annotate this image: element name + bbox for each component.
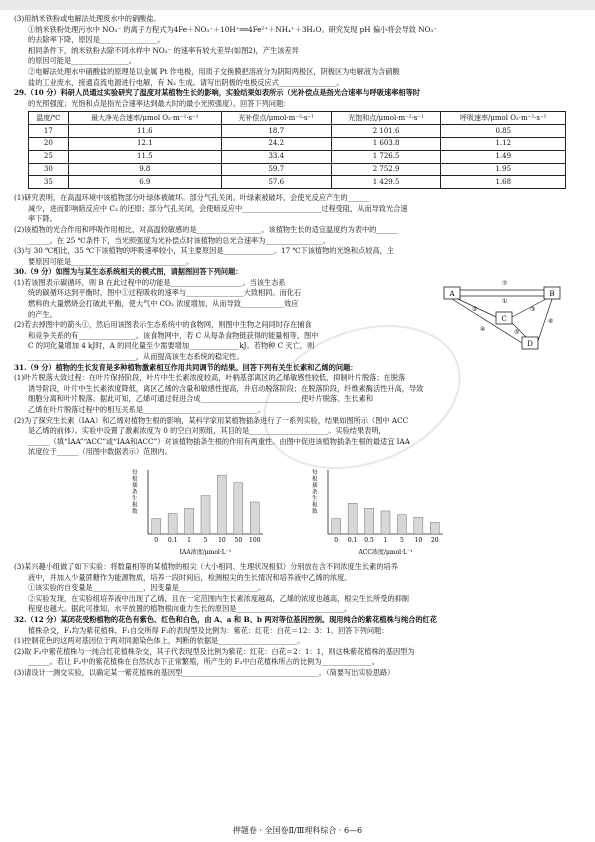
bar-charts <box>124 462 580 562</box>
node-d: D <box>527 340 533 349</box>
bar <box>201 496 210 534</box>
text-line: ②实验发现，在实验组培养液中出现了乙烯，且在一定范围内生长素浓度越高，乙烯的浓度也越高，根尖生长所受的抑制 <box>28 593 409 603</box>
arrow-label: ⑥ <box>548 318 554 326</box>
text-line: (2)为了探究生长素（IAA）和乙烯对植物生根的影响，某科学家用某植物插条进行了一系列实验，结果如图所示（图中 ACC <box>14 415 409 425</box>
table-cell: 57.6 <box>221 176 331 189</box>
text-line: (1)若该图表示碳循环，则 B 在此过程中的功能是____________________。当该生态系 <box>14 277 286 287</box>
table-row <box>29 163 566 176</box>
question-title: 32.（12 分）某闭花受粉植物的花色有紫色、红色和白色，由 A、a 和 B、b 两对等位基因控制。现用纯合的紫花植株与纯合的红花 <box>14 614 437 624</box>
text-line: ______（填“IAA”“ACC”或“IAA和ACC”）对该植物插条生根的作用有两重性。由图中促进该植物插条生根的最适宜 IAA <box>28 436 410 446</box>
x-tick-label: 10 <box>218 536 226 544</box>
table-cell: 18.7 <box>221 125 331 138</box>
bar <box>430 522 439 534</box>
text-line: 植株杂交，F₁均为紫花植株，F₁自交所得 F₂的表现型及比例为：紫花：红花：白花＝12：3：1。回答下列问题： <box>28 625 389 635</box>
text-line: (3)用纳米铁粉或电解法处理废水中的硝酸盐。 <box>14 14 161 23</box>
text-line: 要原因可能是________________________________。 <box>28 256 194 266</box>
bar <box>168 513 177 533</box>
text-line: (1)叶片脱落大致过程：在叶片保持阶段，叶片中生长素浓度较高，叶柄基部离区的乙烯敏感性较低，抑制叶片脱落；在脱落 <box>14 373 406 383</box>
table-row <box>29 150 566 163</box>
text-line: 浓度位于______（用图中数据表示）范围内。 <box>28 447 172 457</box>
text-line: (3)与 30 ℃相比，35 ℃下该植物的呼吸速率较小，其主要原因是______________。17 ℃下该植物的光饱和点较高，主 <box>14 246 394 256</box>
bar <box>397 515 406 534</box>
x-tick-label: 0.1 <box>347 536 358 544</box>
bar <box>250 502 259 534</box>
x-axis-label: IAA浓度/μmol·L⁻¹ <box>179 548 232 556</box>
text-line: 率下降。 <box>28 214 57 224</box>
data-table <box>28 111 566 189</box>
table-cell: 1.49 <box>441 150 566 163</box>
table-cell: 17 <box>29 125 69 138</box>
table-header: 光饱和点/μmol·m⁻²·s⁻¹ <box>331 112 441 125</box>
text-line: 盐的工业废水，接通直流电源进行电解，有 N₂ 生成。请写出阴极的电极反应式________________。 <box>28 77 344 87</box>
iaa-bar-chart <box>124 462 274 562</box>
q29 <box>14 88 580 267</box>
x-tick-label: 20 <box>430 536 439 544</box>
text-line: (3)请设计一测交实验，以确定某一紫花植株的基因型______________________________________。（简要写出实验思路） <box>14 667 395 677</box>
text-line: C 的同化量增加 4 kJ时，A 的同化量至少需要增加______________kJ。若物种 C 灭亡，则 <box>28 341 315 351</box>
x-tick-label: 5 <box>400 536 404 544</box>
bar <box>185 508 194 534</box>
top-band <box>0 0 595 10</box>
text-line: 统的碳循环达到平衡时，图中①过程吸收的速率与________________大致相同。而化石 <box>28 288 302 298</box>
ecosystem-diagram <box>434 267 574 357</box>
text-line: 的去除率下降，原因是________________。 <box>28 35 165 45</box>
table-cell: 2 101.6 <box>331 125 441 138</box>
x-tick-label: 10 <box>414 536 423 544</box>
page-footer: 押题卷 · 全国卷Ⅱ/Ⅲ理科综合 · 6—6 <box>232 826 363 835</box>
x-tick-label: 100 <box>249 536 261 544</box>
x-tick-label: 0 <box>154 536 159 544</box>
text-line: (1)研究表明，在高温环境中该植物部分叶绿体被破坏。部分气孔关闭。叶绿素被破坏，会使光反应产生的______ <box>14 193 370 203</box>
page-content <box>14 14 580 679</box>
table-header: 最大净光合速率/μmol O₂·m⁻²·s⁻¹ <box>68 112 221 125</box>
text-line: 的光照强度；光饱和点是指光合速率达到最大时的最小光照强度）。回答下列问题： <box>28 98 291 108</box>
table-cell: 33.4 <box>221 150 331 163</box>
text-line: 液中，并加入少量蔗糖作为能源物质，培养一段时间后，检测根尖的生长情况和培养液中乙烯的浓度。 <box>28 572 352 582</box>
table-cell: 9.8 <box>68 163 221 176</box>
table-row <box>29 176 566 189</box>
text-line: ②电解法处理水中硝酸盐的原理是以金属 Pt 作电极，用质子交换膜把溶液分为阴阳两极区，阴极区为电解液为含硝酸 <box>28 66 400 76</box>
text-line: 程度也越大。据此可推知，水平放置的植物根向重力生长的原因是______________________________。 <box>28 604 352 614</box>
text-line: ①纳米铁粉处理污水中 NO₃⁻ 的离子方程式为4Fe＋NO₃⁻＋10H⁺══4Fe²⁺＋NH₄⁺＋3H₂O。研究发现 pH 偏小将会导致 NO₃⁻ <box>28 24 438 34</box>
table-cell: 24.2 <box>221 137 331 150</box>
text-line: 和竞争关系的有________________。该食物网中，若 C 从每条食物链获得的能量相等，图中 <box>28 330 319 340</box>
bar <box>414 517 423 534</box>
text-line: (3)某兴趣小组做了如下实验：将数量相等的某植物的根尖（大小相同、生理状况相似）分别放在含不同浓度生长素的培养 <box>14 561 398 571</box>
table-cell: 35 <box>29 176 69 189</box>
x-tick-label: 50 <box>234 536 243 544</box>
arrow-label: ③ <box>530 306 536 314</box>
q31 <box>14 363 580 615</box>
q32 <box>14 615 580 679</box>
text-line: 的原因可能是________________。 <box>28 56 136 66</box>
text-line: ______。若让 F₂中的紫花植株在自然状态下正常繁殖，所产生的 F₃中白花植株所占的比例为______________。 <box>28 657 379 667</box>
text-line: ______。在 25 ℃条件下，当光照强度为光补偿点时该植物的总光合速率为________________。 <box>28 235 331 245</box>
question-title: 30.（9 分）如图为与某生态系统相关的模式图，请据图回答下列问题： <box>14 267 243 277</box>
text-line: (1)控制花色的这两对基因位于两对同源染色体上，判断的依据是______________________。 <box>14 636 305 646</box>
text-line: ______________________________，从而提高该生态系统的稳定性。 <box>28 352 244 362</box>
text-line: ①该实验的自变量是______________，因变量是______________________。 <box>28 583 266 593</box>
x-tick-label: 0.1 <box>167 536 178 544</box>
text-line: 乙烯在叶片脱落过程中的相互关系是________________________________。 <box>28 405 266 414</box>
bar <box>332 519 341 534</box>
node-c: C <box>501 315 507 324</box>
question-title: 31.（9 分）植物的生长发育是多种植物激素相互作用共同调节的结果。回答下列有关生长素和乙烯的问题： <box>14 362 358 372</box>
text-line: 诱导阶段，叶片中生长素浓度降低，离区乙烯的含量和敏感性提高，并启动脱落阶段；在脱落阶段，纤维素酶活性升高，导致 <box>28 383 424 393</box>
question-title: 29.（10 分）科研人员通过实验研究了温度对某植物生长的影响，实验结果如表所示（光补偿点是指光合速率与呼吸速率相等时 <box>14 88 420 98</box>
table-cell: 11.6 <box>68 125 221 138</box>
y-axis-label: 每根插条生根数 <box>132 469 138 515</box>
table-cell: 1.12 <box>441 137 566 150</box>
text-line: 燃料的大量燃烧会打破此平衡，使大气中 CO₂ 浓度增加，从而导致____________效应 <box>28 299 299 309</box>
text-line: 细胞分离和叶片脱落。据此可知，乙烯可通过促进合成____________________________使叶片脱落。生长素和 <box>28 394 374 404</box>
arrow-label: ① <box>502 298 508 306</box>
table-cell: 30 <box>29 163 69 176</box>
bar <box>152 519 161 534</box>
x-tick-label: 0.5 <box>364 536 374 544</box>
node-b: B <box>549 290 555 299</box>
table-cell: 20 <box>29 137 69 150</box>
text-line: 的产生。 <box>28 309 57 319</box>
bar <box>234 483 243 534</box>
q30 <box>14 267 580 362</box>
table-cell: 1.95 <box>441 163 566 176</box>
text-line: 是乙烯的前体）。实验中设置了激素浓度为 0 的空白对照组，其目的是______________________。实验结果表明， <box>28 426 386 436</box>
arrow-label: ② <box>472 306 478 314</box>
x-tick-label: 1 <box>187 536 191 544</box>
text-line: (2)取 F₂中紫花植株与一纯合红花植株杂交，其子代表现型及比例为紫花：红花：白花＝2：1：1，则这株紫花植株的基因型为 <box>14 646 415 656</box>
table-header: 呼吸速率/μmol O₂·m⁻²·s⁻¹ <box>441 112 566 125</box>
table-cell: 12.1 <box>68 137 221 150</box>
table-header: 温度/℃ <box>29 112 69 125</box>
ecosystem-diagram-svg <box>434 267 574 357</box>
table-cell: 11.5 <box>68 150 221 163</box>
arrow-label: ④ <box>480 326 486 334</box>
x-tick-label: 5 <box>203 536 208 544</box>
table-header: 光补偿点/μmol·m⁻²·s⁻¹ <box>221 112 331 125</box>
table-cell: 0.85 <box>441 125 566 138</box>
bar <box>348 503 357 534</box>
text-line: 相同条件下，纳米铁粉去除不同水样中 NO₃⁻ 的速率有较大差异(如图2)，产生该差异 <box>28 45 299 55</box>
table-cell: 1.68 <box>441 176 566 189</box>
bar <box>365 508 374 534</box>
table-cell: 1 603.8 <box>331 137 441 150</box>
table-cell: 59.7 <box>221 163 331 176</box>
table-cell: 1 429.5 <box>331 176 441 189</box>
y-axis-label: 每根插条生根数 <box>312 469 318 515</box>
x-tick-label: 1 <box>383 536 388 544</box>
q28-part3 <box>14 14 580 88</box>
table-row <box>29 125 566 138</box>
x-axis-label: ACC浓度/μmol·L⁻¹ <box>358 548 413 556</box>
table-header-row <box>29 112 566 125</box>
text-line: (2)该植物的光合作用和呼吸作用相比，对高温较敏感的是__________________。该植物生长的适宜温度约为表中的______ <box>14 224 398 234</box>
bar <box>381 511 390 534</box>
text-line: (2)若去掉图中的箭头①，然后用该图表示生态系统中的食物网，则图中生物之间同时存在捕食 <box>14 320 312 330</box>
table-cell: 6.9 <box>68 176 221 189</box>
arrow-label: ⑤ <box>514 329 520 337</box>
text-line: 减少，进而影响暗反应中 C₃ 的还原；部分气孔关闭，会使暗反应中______________________过程受阻，从而导致光合速 <box>28 203 408 213</box>
table-row <box>29 137 566 150</box>
table-cell: 25 <box>29 150 69 163</box>
table-cell: 2 752.9 <box>331 163 441 176</box>
x-tick-label: 0 <box>334 536 339 544</box>
arrow-label: ⑦ <box>502 280 508 288</box>
acc-bar-chart <box>304 462 454 562</box>
bar <box>217 475 226 534</box>
table-cell: 1 726.5 <box>331 150 441 163</box>
node-a: A <box>449 290 455 299</box>
